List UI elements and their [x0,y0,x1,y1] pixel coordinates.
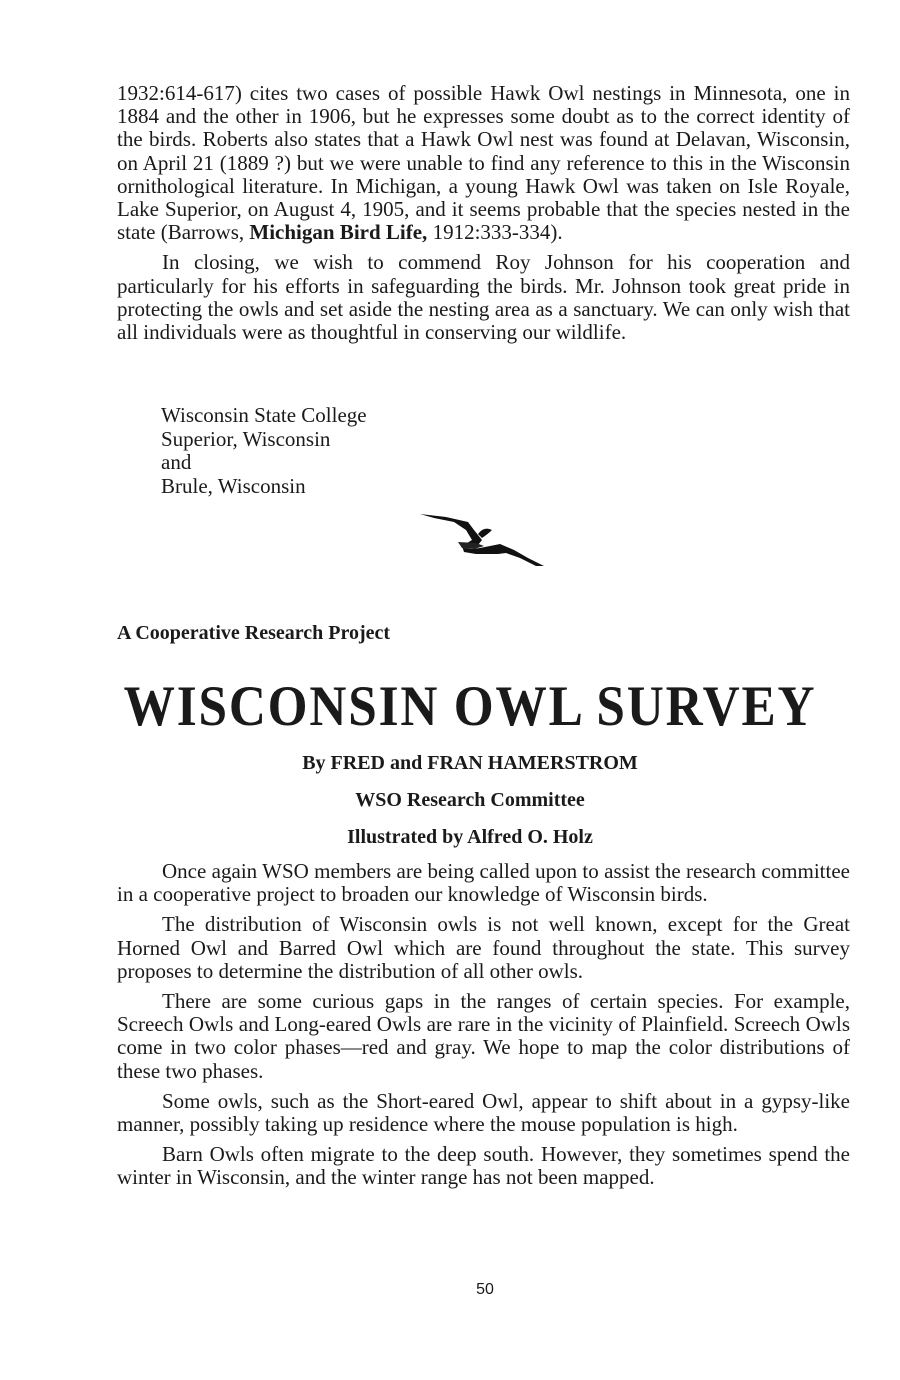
address-line: Wisconsin State College [161,403,367,427]
article-body [117,860,850,1190]
address-line: Superior, Wisconsin [161,426,331,451]
paragraph: The distribution of Wisconsin owls is not well known, except for the Great Horned Owl and Barred Owl which are found throughout the state. This survey proposes to determine the distribution of all other owls. [117,912,850,983]
closing-paragraph: In closing, we wish to commend Roy Johnson for his cooperation and particularly for his efforts in safeguarding the birds. Mr. Johnson took great pride in protecting the owls and set aside the nesting area as a sanctuary. We can only wish that all individuals were as thoughtful in conserving our wildlife. [117,250,850,345]
paragraph [117,82,850,244]
article-continuation [117,82,850,344]
paragraph: There are some curious gaps in the ranges of certain species. For example, Screech Owls and Long-eared Owls are rare in the vicinity of Plainfield. Screech Owls come in two color phases—red and gray. We hope to map the color distributions of these two phases. [117,989,850,1083]
paragraph: Some owls, such as the Short-eared Owl, appear to shift about in a gypsy-like manner, possibly taking up residence where the mouse population is high. [117,1088,850,1137]
article-title: WISCONSIN OWL SURVEY [123,675,817,738]
book-citation: Michigan Bird Life, [249,220,428,245]
paragraph: Once again WSO members are being called upon to assist the research committee in a cooperative project to broaden our knowledge of Wisconsin birds. [117,859,850,907]
author-address [161,404,367,498]
illustrator-credit: Illustrated by Alfred O. Holz [347,826,593,848]
paragraph: Barn Owls often migrate to the deep south. However, they sometimes spend the winter in Wisconsin, and the winter range has not been mapped. [117,1142,850,1190]
page-number: 50 [476,1281,494,1298]
committee-line: WSO Research Committee [355,789,585,811]
byline: By FRED and FRAN HAMERSTROM [302,752,638,774]
address-line: Brule, Wisconsin [161,473,306,498]
section-kicker: A Cooperative Research Project [117,622,391,644]
address-line: and [161,450,192,474]
flying-bird-illustration [418,508,548,570]
paragraph-text: 1912:333-334). [427,220,563,245]
paragraph-text: 1932:614-617) cites two cases of possible Hawk Owl nestings in Minnesota, one in 1884 and the other in 1906, but he expresses some doubt as to the correct identity of the birds. Roberts also states that a Hawk Owl nest was found at Delavan, Wisconsin, on April 21 (1889 ?) but we were unable to find any reference to this in the Wisconsin ornithological literature. In Michigan, a young Hawk Owl was taken on Isle Royale, Lake Superior, on August 4, 1905, and it seems probable that the species nested in the state (Barrows, [117,81,850,245]
